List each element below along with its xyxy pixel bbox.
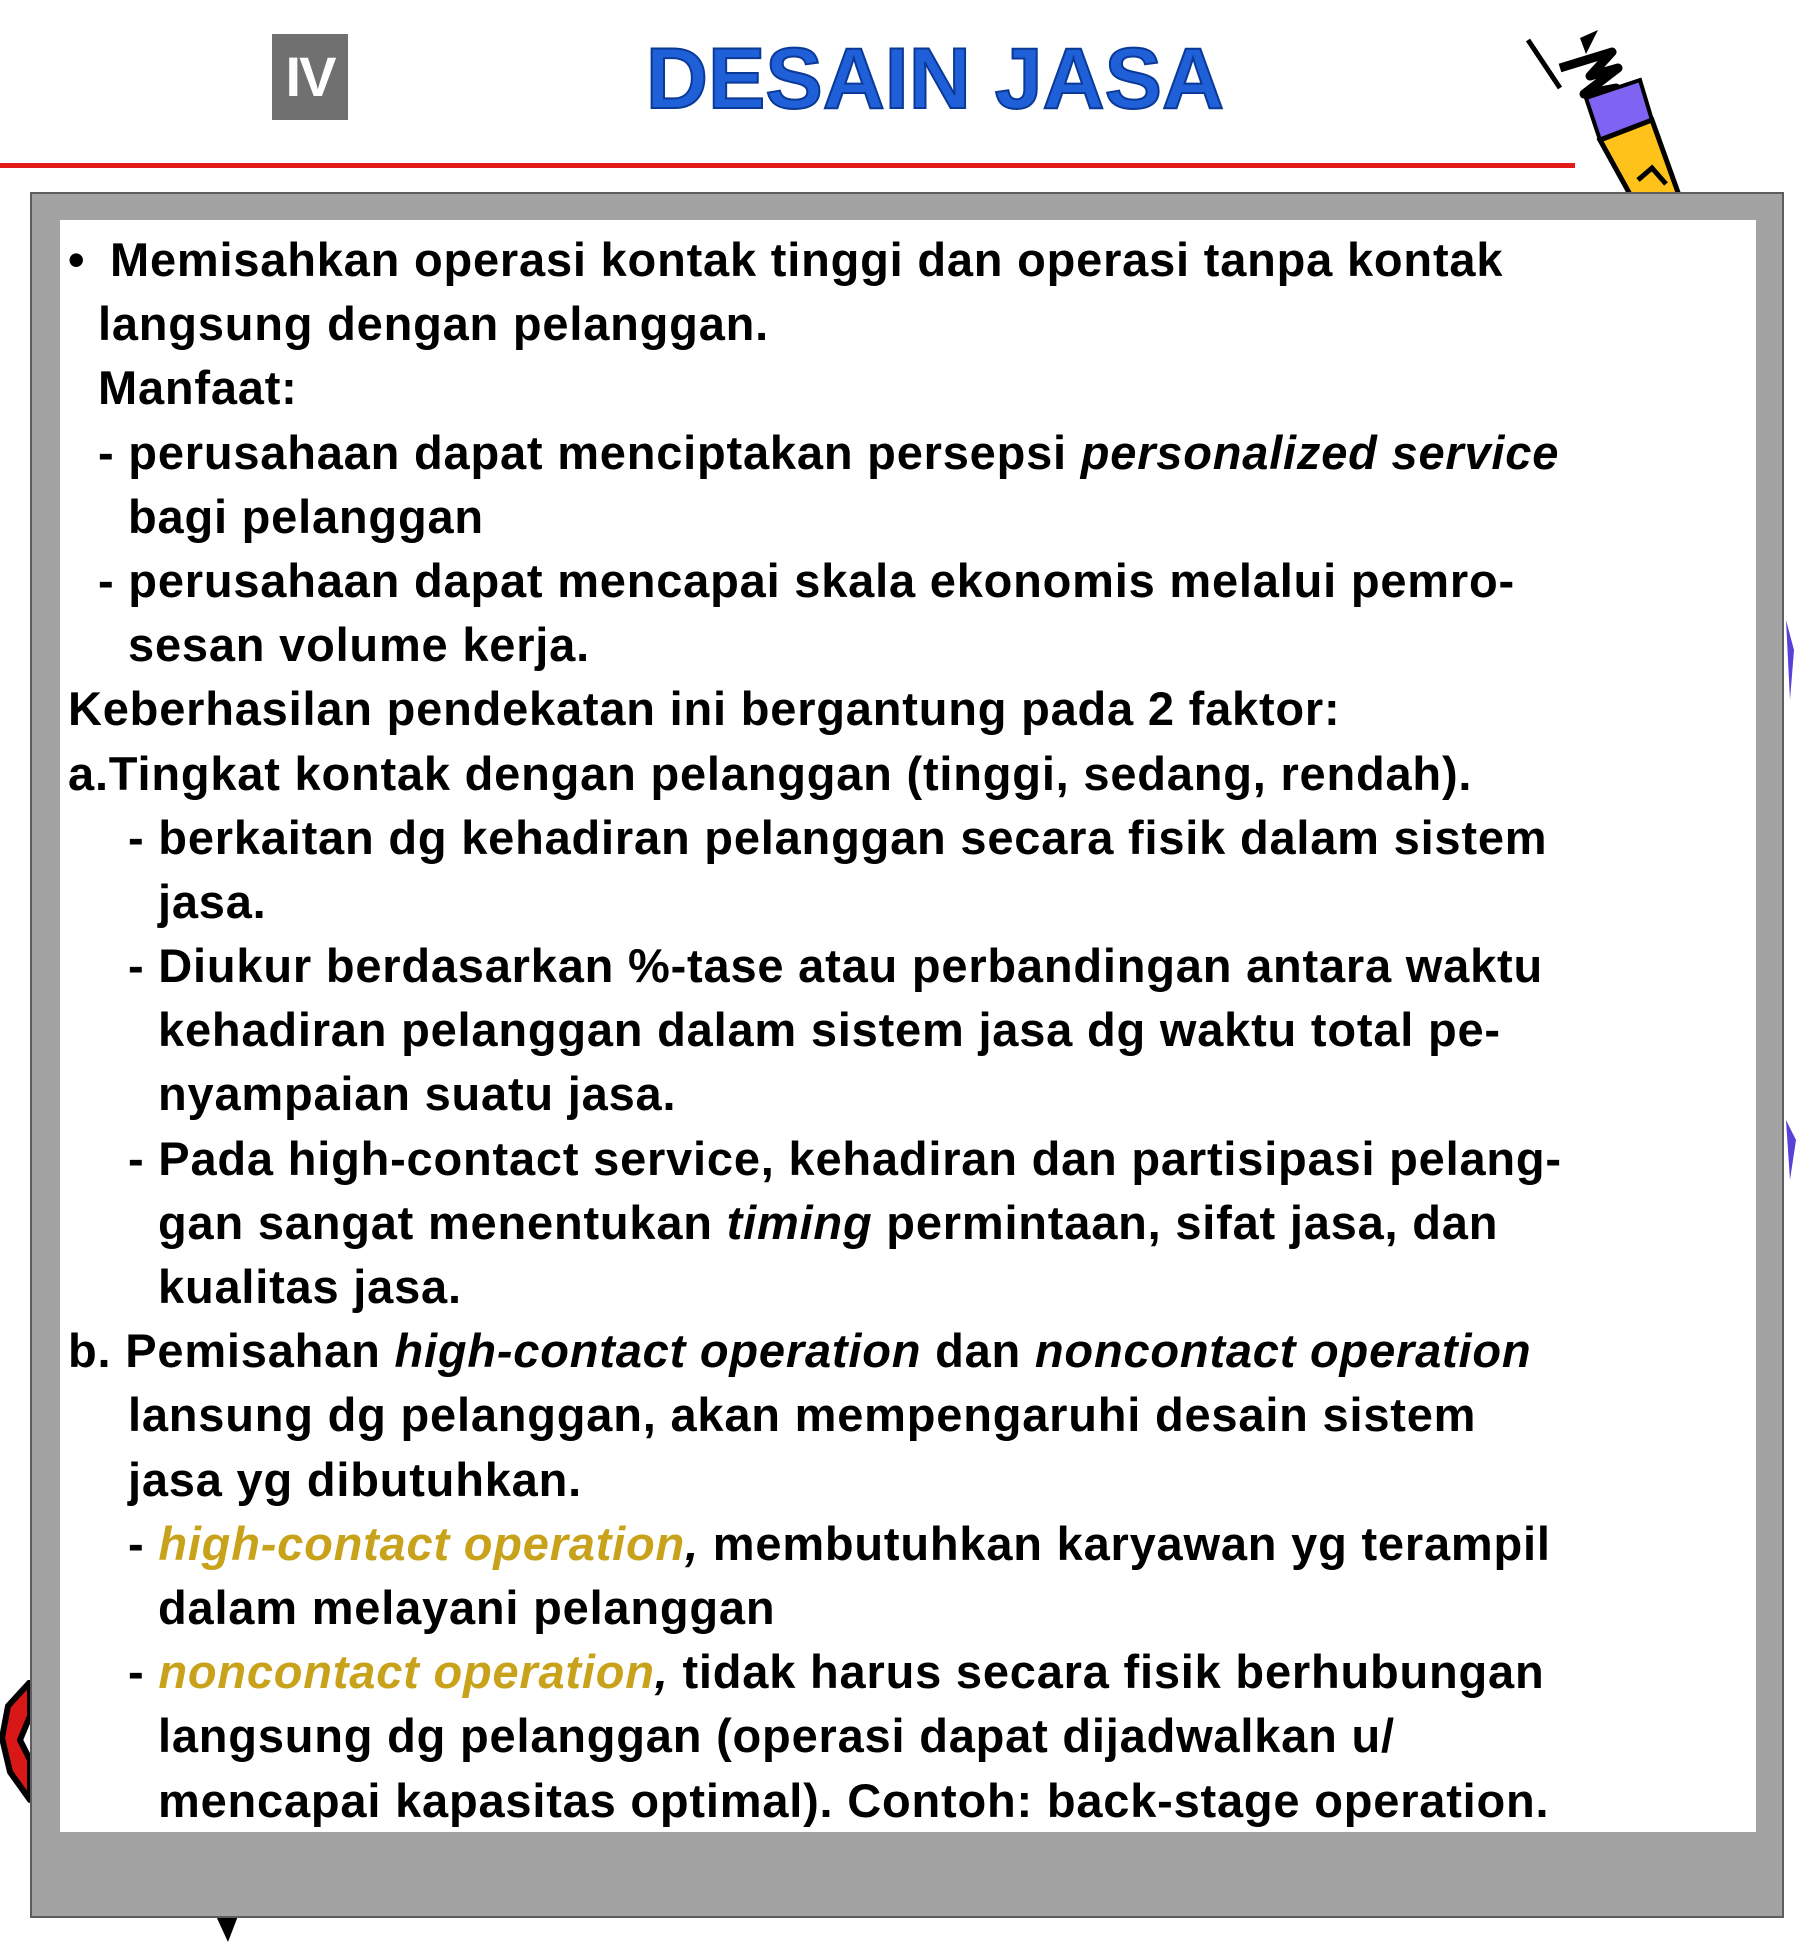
- italic-comma: ,: [654, 1645, 669, 1699]
- text-line: [68, 806, 1718, 870]
- italic-term: high-contact operation: [394, 1324, 922, 1378]
- blue-mark-icon: [1784, 620, 1798, 1180]
- text-line: [68, 1576, 1718, 1640]
- text-line: [68, 1319, 1718, 1383]
- text-span: kehadiran pelanggan dalam sistem jasa dg waktu total pe-: [158, 1003, 1501, 1057]
- text-line: [68, 1383, 1718, 1447]
- highlight-term: noncontact operation: [158, 1645, 655, 1699]
- text-span: langsung dengan pelanggan.: [98, 297, 769, 351]
- text-line: [68, 1448, 1718, 1512]
- text-span: dalam melayani pelanggan: [158, 1580, 776, 1634]
- text-span: jasa.: [158, 874, 267, 928]
- text-line: [68, 742, 1718, 806]
- text-span: dan: [921, 1324, 1035, 1378]
- text-line: [68, 356, 1718, 420]
- bullet-icon: •: [68, 233, 86, 286]
- text-span: langsung dg pelanggan (operasi dapat dijadwalkan u/: [158, 1709, 1395, 1763]
- highlight-term: high-contact operation: [158, 1516, 686, 1570]
- text-line: [68, 1704, 1718, 1768]
- title-rule: [0, 163, 1575, 168]
- text-span: - berkaitan dg kehadiran pelanggan secara fisik dalam sistem: [128, 810, 1548, 864]
- slide-body: [68, 228, 1718, 1833]
- text-span: - Diukur berdasarkan %-tase atau perbandingan antara waktu: [128, 939, 1543, 993]
- text-line: [68, 228, 1718, 292]
- text-line: [68, 1127, 1718, 1191]
- text-line: [68, 613, 1718, 677]
- text-span: Memisahkan operasi kontak tinggi dan operasi tanpa kontak: [110, 233, 1504, 286]
- text-span: tidak harus secara fisik berhubungan: [668, 1645, 1545, 1699]
- pencil-clipart-icon: [1520, 28, 1800, 198]
- text-span: bagi pelanggan: [128, 489, 484, 543]
- text-span: gan sangat menentukan: [158, 1195, 727, 1249]
- text-span: -: [128, 1516, 159, 1570]
- text-span: kualitas jasa.: [158, 1260, 462, 1313]
- text-line: [68, 998, 1718, 1062]
- text-span: membutuhkan karyawan yg terampil: [698, 1516, 1551, 1570]
- italic-term: personalized service: [1080, 425, 1560, 479]
- text-line: [68, 1512, 1718, 1576]
- text-span: -: [128, 1645, 159, 1699]
- text-line: [68, 421, 1718, 485]
- text-line: [68, 870, 1718, 934]
- text-span: Keberhasilan pendekatan ini bergantung pada 2 faktor:: [68, 682, 1341, 736]
- red-clipart-icon: [0, 1680, 34, 1820]
- text-span: nyampaian suatu jasa.: [158, 1067, 677, 1121]
- chapter-badge: IV: [272, 34, 348, 120]
- text-line: [68, 1191, 1718, 1255]
- italic-comma: ,: [685, 1516, 699, 1570]
- text-span: jasa yg dibutuhkan.: [128, 1452, 582, 1506]
- text-span: - perusahaan dapat mencapai skala ekonomis melalui pemro-: [98, 553, 1515, 607]
- text-line: [68, 1062, 1718, 1126]
- text-line: [68, 1769, 1718, 1833]
- text-line: [68, 549, 1718, 613]
- text-span: sesan volume kerja.: [128, 618, 590, 672]
- italic-term: noncontact operation: [1034, 1324, 1532, 1378]
- text-span: Manfaat:: [98, 361, 298, 415]
- italic-term: timing: [726, 1195, 873, 1249]
- text-line: [68, 1640, 1718, 1704]
- text-span: a.Tingkat kontak dengan pelanggan (tinggi, sedang, rendah).: [68, 746, 1473, 800]
- text-span: - Pada high-contact service, kehadiran dan partisipasi pelang-: [128, 1131, 1562, 1185]
- text-line: [68, 485, 1718, 549]
- text-span: b. Pemisahan: [68, 1324, 395, 1378]
- text-span: mencapai kapasitas optimal). Contoh: back-stage operation.: [158, 1773, 1550, 1827]
- text-line: [68, 1255, 1718, 1319]
- slide-title: DESAIN JASA: [645, 31, 1225, 127]
- black-mark-icon: [212, 1914, 242, 1944]
- text-line: [68, 292, 1718, 356]
- text-span: permintaan, sifat jasa, dan: [872, 1195, 1499, 1249]
- text-span: lansung dg pelanggan, akan mempengaruhi desain sistem: [128, 1388, 1477, 1442]
- text-line: [68, 934, 1718, 998]
- text-line: [68, 677, 1718, 741]
- text-span: - perusahaan dapat menciptakan persepsi: [98, 425, 1081, 479]
